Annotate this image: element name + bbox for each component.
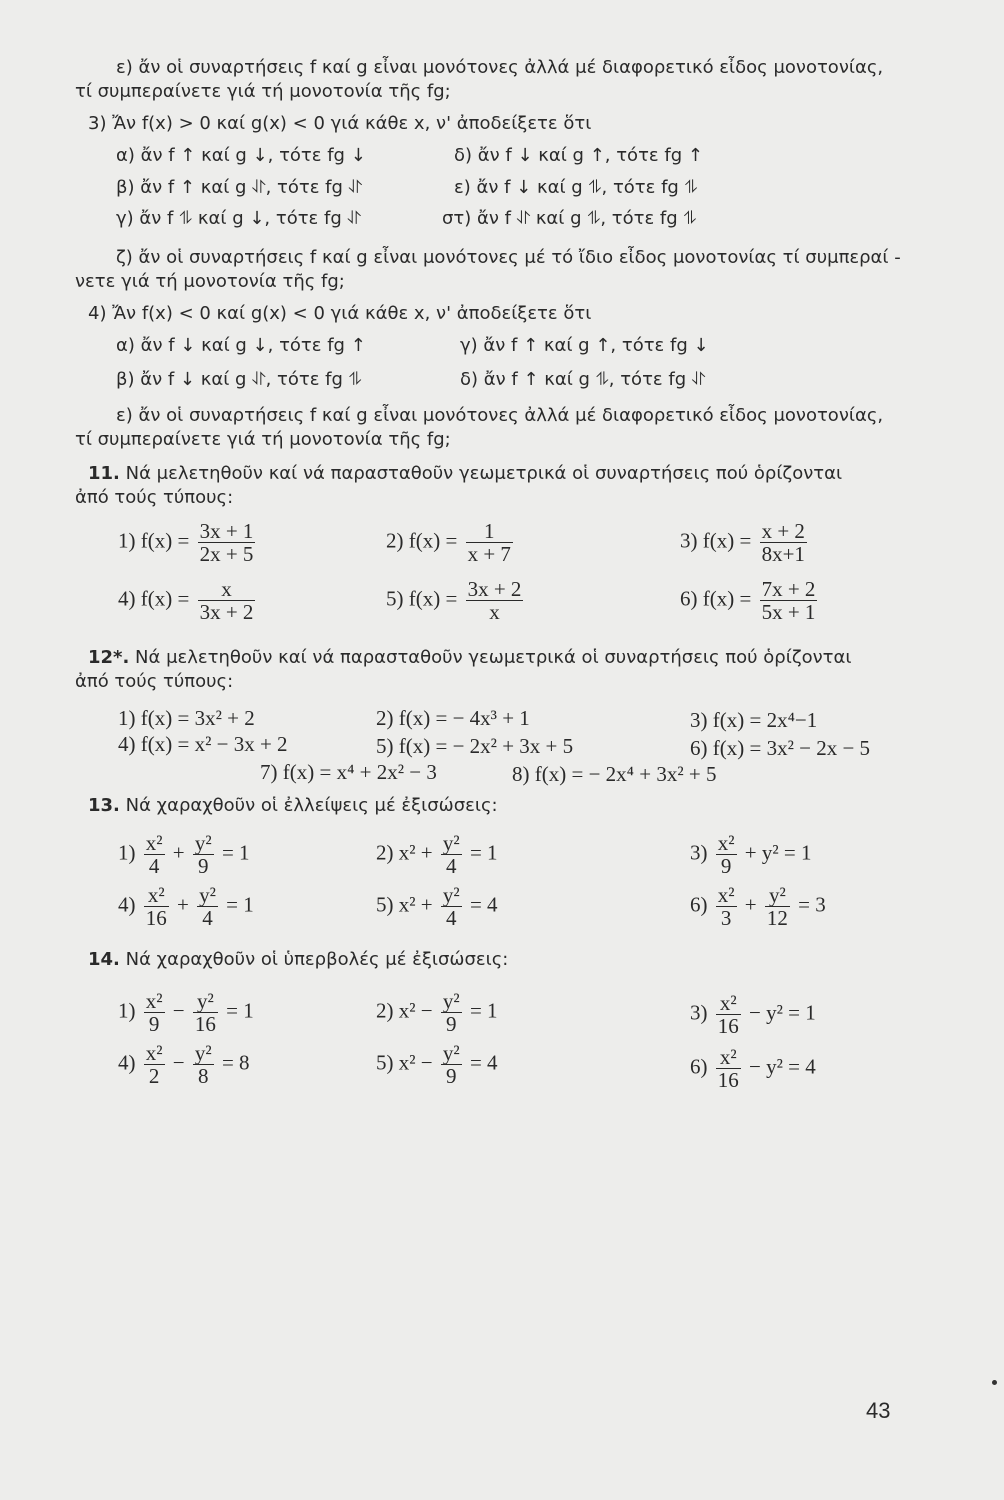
ex11-item-6 — [680, 578, 820, 623]
fraction: $\frac{\text{y²}}{4}$ — [442, 883, 460, 930]
item-4-intro: 4) Ἄν f(x) < 0 καί g(x) < 0 γιά κάθε x, ν' ἀποδείξετε ὅτι — [88, 303, 592, 324]
text-line: ε) ἄν οἱ συναρτήσεις f καί g εἶναι μονότονες ἀλλά μέ διαφορετικό εἶδος μονοτονίας, — [116, 57, 884, 78]
text-line: νετε γιά τή μονοτονία τῆς fg; — [75, 271, 345, 292]
item-3-b: β) ἄν f ↑ καί g ⥯, τότε fg ⥯ — [116, 177, 363, 198]
ex11-item-5 — [386, 578, 526, 623]
item-3-zeta: ζ) ἄν οἱ συναρτήσεις f καί g εἶναι μονότονες μέ τό ἴδιο εἶδος μονοτονίας τί συμπεραί - — [116, 247, 901, 268]
exercise-13-heading — [88, 794, 498, 818]
ex11-item-3 — [680, 520, 810, 565]
ex12-item-1: 1) f(x) = 3x² + 2 — [118, 706, 255, 730]
formula-label: 5) f(x) = — [386, 586, 458, 611]
fraction: $\frac{\text{y²}}{9}$ — [194, 831, 212, 878]
fraction: $\frac{7x + 2}{5x + 1}$ — [761, 577, 816, 624]
ex13-item-4: 4) $\frac{\text{x²}}{16}$ + $\frac{\text{y²}}{4}$ = 1 — [118, 883, 254, 930]
fraction: $\frac{\text{x²}}{3}$ — [717, 883, 735, 930]
item-3-d: δ) ἄν f ↓ καί g ↑, τότε fg ↑ — [454, 145, 703, 166]
formula-label: 6) f(x) = — [680, 586, 752, 611]
fraction: $\frac{\text{y²}}{4}$ — [442, 831, 460, 878]
ex12-item-7: 7) f(x) = x⁴ + 2x² − 3 — [260, 760, 437, 784]
fraction: $\frac{\text{y²}}{4}$ — [199, 883, 216, 930]
exercise-number: 14. — [88, 949, 120, 970]
fraction: $\frac{\text{y²}}{9}$ — [442, 1041, 460, 1088]
ex12-item-3: 3) f(x) = 2x⁴−1 — [690, 708, 818, 732]
exercise-14-heading — [88, 948, 508, 972]
page-number: 43 — [866, 1398, 891, 1423]
fraction: $\frac{\text{x²}}{16}$ — [717, 1045, 739, 1092]
exercise-number: 11. — [88, 463, 120, 484]
item-3-e: ε) ἄν f ↓ καί g ⥮, τότε fg ⥮ — [454, 177, 698, 198]
ex14-item-3: 3) $\frac{\text{x²}}{16}$ − y² = 1 — [690, 991, 816, 1038]
exercise-text: Νά μελετηθοῦν καί νά παρασταθοῦν γεωμετρικά οἱ συναρτήσεις πού ὁρίζονται — [135, 647, 852, 668]
fraction: $\frac{\text{y²}}{8}$ — [194, 1041, 212, 1088]
fraction: $\frac{3x + 2}{x}$ — [467, 577, 522, 624]
ex12-item-4: 4) f(x) = x² − 3x + 2 — [118, 732, 288, 756]
ex12-item-5: 5) f(x) = − 2x² + 3x + 5 — [376, 734, 574, 758]
exercise-text: Νά χαραχθοῦν οἱ ἐλλείψεις μέ ἐξισώσεις: — [125, 795, 498, 816]
fraction: $\frac{x + 2}{8x+1}$ — [761, 519, 805, 566]
fraction: $\frac{\text{x²}}{16}$ — [145, 883, 167, 930]
exercise-text: Νά μελετηθοῦν καί νά παρασταθοῦν γεωμετρικά οἱ συναρτήσεις πού ὁρίζονται — [125, 463, 843, 484]
item-3-a: α) ἄν f ↑ καί g ↓, τότε fg ↓ — [116, 145, 366, 166]
ex14-item-1: 1) $\frac{\text{x²}}{9}$ − $\frac{\text{y²}}{16}$ = 1 — [118, 989, 254, 1036]
text-line: τί συμπεραίνετε γιά τή μονοτονία τῆς fg; — [75, 81, 451, 102]
item-4-d: δ) ἄν f ↑ καί g ⥮, τότε fg ⥯ — [460, 369, 706, 390]
item-4-epsilon: ε) ἄν οἱ συναρτήσεις f καί g εἶναι μονότονες ἀλλά μέ διαφορετικό εἶδος μονοτονίας, — [116, 405, 884, 426]
fraction: $\frac{3x + 1}{2x + 5}$ — [199, 519, 254, 566]
item-3-intro: 3) Ἄν f(x) > 0 καί g(x) < 0 γιά κάθε x, ν' ἀποδείξετε ὅτι — [88, 113, 592, 134]
exercise-text: Νά χαραχθοῦν οἱ ὑπερβολές μέ ἐξισώσεις: — [125, 949, 509, 970]
fraction: $\frac{\text{x²}}{2}$ — [145, 1041, 163, 1088]
ex14-item-4: 4) $\frac{\text{x²}}{2}$ − $\frac{\text{y²}}{8}$ = 8 — [118, 1041, 250, 1088]
exercise-12-heading — [88, 646, 851, 670]
formula-label: 4) f(x) = — [118, 586, 190, 611]
item-3-st: στ) ἄν f ⥯ καί g ⥮, τότε fg ⥮ — [442, 208, 697, 229]
ex13-item-1: 1) $\frac{\text{x²}}{4}$ + $\frac{\text{y²}}{9}$ = 1 — [118, 831, 250, 878]
exercise-number: 13. — [88, 795, 120, 816]
ex13-item-5: 5) x² + $\frac{\text{y²}}{4}$ = 4 — [376, 883, 498, 930]
item-4-b: β) ἄν f ↓ καί g ⥯, τότε fg ⥮ — [116, 369, 362, 390]
formula-label: 1) f(x) = — [118, 528, 190, 553]
text-line: ἀπό τούς τύπους: — [75, 671, 234, 692]
fraction: $\frac{\text{y²}}{9}$ — [442, 989, 460, 1036]
item-4-a: α) ἄν f ↓ καί g ↓, τότε fg ↑ — [116, 335, 366, 356]
item-3-c: γ) ἄν f ⥮ καί g ↓, τότε fg ⥯ — [116, 208, 361, 229]
fraction: $\frac{1}{x + 7}$ — [467, 519, 511, 566]
ex13-item-3: 3) $\frac{\text{x²}}{9}$ + y² = 1 — [690, 831, 812, 878]
ex12-item-2: 2) f(x) = − 4x³ + 1 — [376, 706, 530, 730]
exercise-number: 12*. — [88, 647, 130, 668]
ex11-item-2 — [386, 520, 516, 565]
fraction: $\frac{\text{x²}}{9}$ — [145, 989, 163, 1036]
ex12-item-6: 6) f(x) = 3x² − 2x − 5 — [690, 736, 871, 760]
text-line: τί συμπεραίνετε γιά τή μονοτονία τῆς fg; — [75, 429, 451, 450]
ex13-item-6: 6) $\frac{\text{x²}}{3}$ + $\frac{\text{y²}}{12}$ = 3 — [690, 883, 826, 930]
formula-label: 2) f(x) = — [386, 528, 458, 553]
ex13-item-2: 2) x² + $\frac{\text{y²}}{4}$ = 1 — [376, 831, 498, 878]
ex14-item-2: 2) x² − $\frac{\text{y²}}{9}$ = 1 — [376, 989, 498, 1036]
ex14-item-5: 5) x² − $\frac{\text{y²}}{9}$ = 4 — [376, 1041, 498, 1088]
formula-label: 3) f(x) = — [680, 528, 752, 553]
exercise-11-heading — [88, 462, 842, 486]
fraction: $\frac{\text{x²}}{9}$ — [717, 831, 735, 878]
ex11-item-1 — [118, 520, 258, 565]
item-4-c: γ) ἄν f ↑ καί g ↑, τότε fg ↓ — [460, 335, 709, 356]
ex12-item-8: 8) f(x) = − 2x⁴ + 3x² + 5 — [512, 762, 717, 786]
ink-dot — [992, 1380, 997, 1385]
fraction: $\frac{\text{x²}}{4}$ — [145, 831, 163, 878]
ex14-item-6: 6) $\frac{\text{x²}}{16}$ − y² = 4 — [690, 1045, 816, 1092]
fraction: $\frac{x}{3x + 2}$ — [199, 577, 254, 624]
ex11-item-4 — [118, 578, 258, 623]
text-line: ἀπό τούς τύπους: — [75, 487, 234, 508]
fraction: $\frac{\text{y²}}{16}$ — [194, 989, 216, 1036]
fraction: $\frac{\text{y²}}{12}$ — [766, 883, 788, 930]
fraction: $\frac{\text{x²}}{16}$ — [717, 991, 739, 1038]
